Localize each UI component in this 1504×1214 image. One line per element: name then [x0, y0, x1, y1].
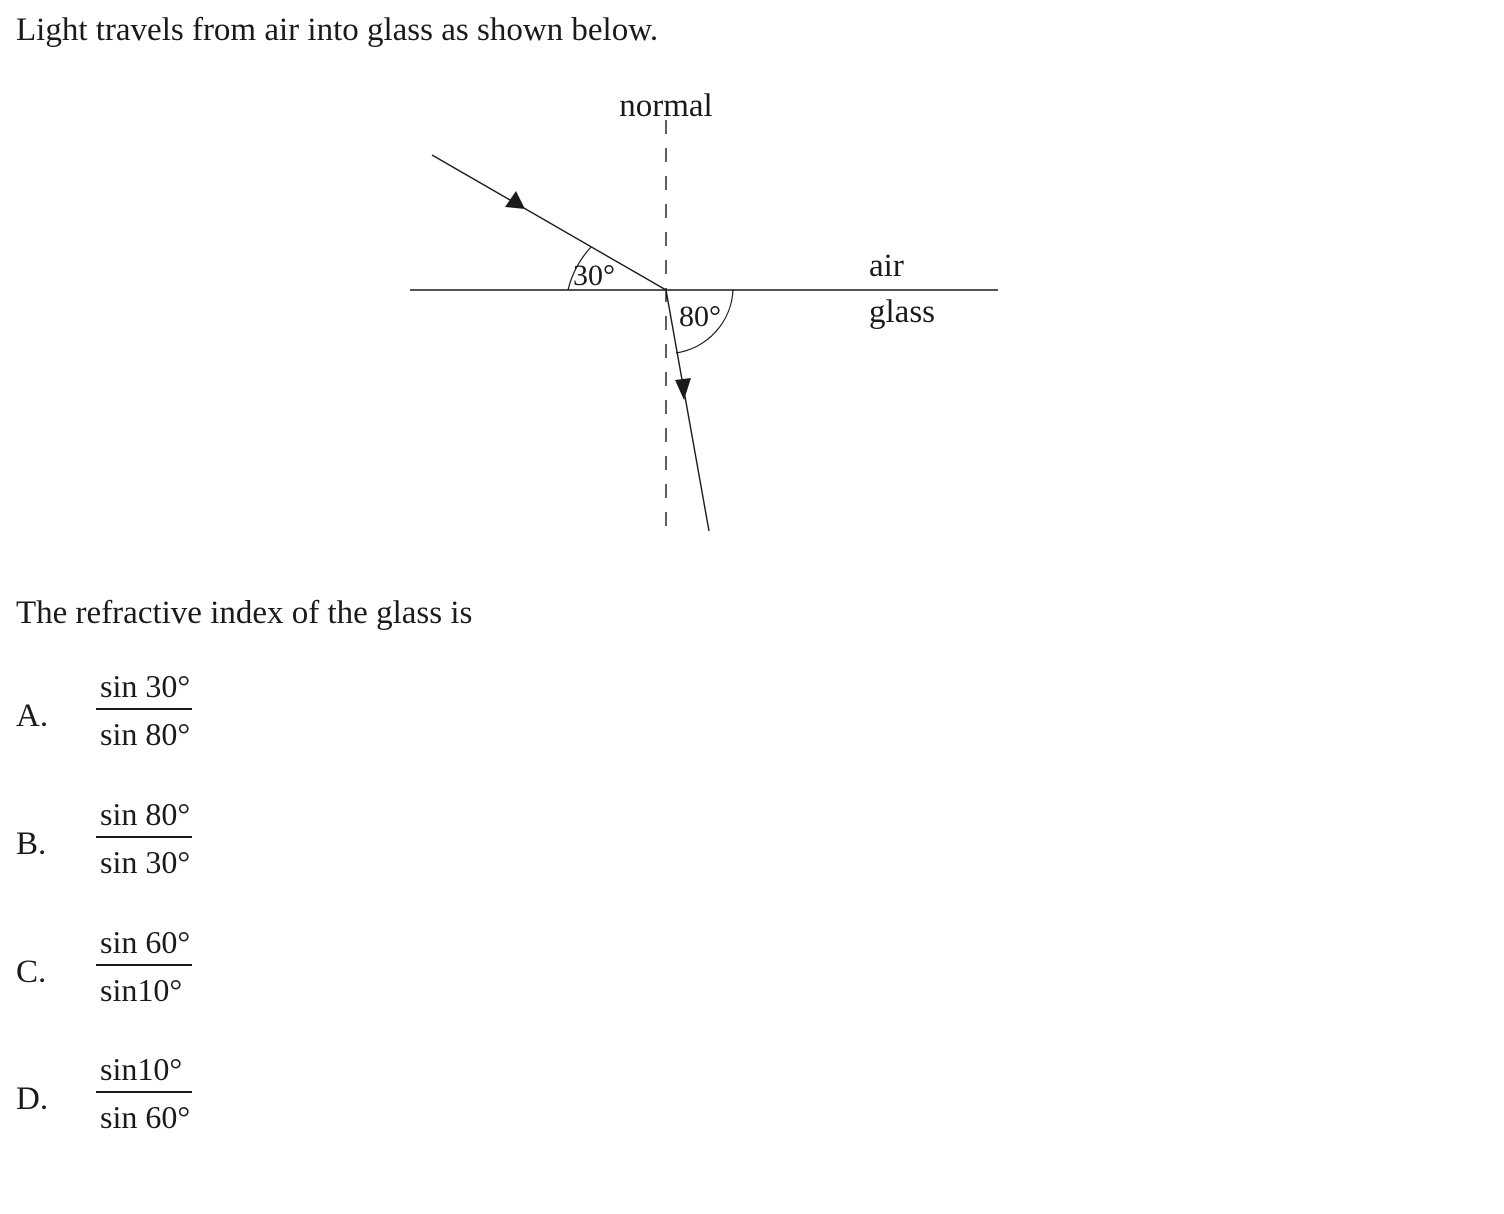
- fraction-numerator: sin 60°: [100, 924, 191, 960]
- option-b[interactable]: [0, 798, 300, 898]
- fraction-denominator: sin10°: [100, 972, 183, 1008]
- incident-ray: [432, 155, 666, 290]
- fraction-numerator: sin 30°: [100, 668, 191, 704]
- medium-air-label: air: [869, 248, 904, 284]
- question-intro: Light travels from air into glass as shown below.: [16, 12, 659, 48]
- refraction-diagram: [0, 0, 1504, 560]
- fraction-denominator: sin 80°: [100, 716, 191, 752]
- question-prompt: The refractive index of the glass is: [16, 595, 473, 631]
- option-d[interactable]: [0, 1053, 300, 1153]
- fraction-bar: [96, 836, 192, 838]
- incident-ray-arrowhead: [505, 191, 525, 209]
- fraction-bar: [96, 964, 192, 966]
- fraction: [96, 926, 192, 1026]
- fraction-bar: [96, 1091, 192, 1093]
- fraction: [96, 1053, 192, 1153]
- fraction-denominator: sin 30°: [100, 844, 191, 880]
- option-c[interactable]: [0, 926, 300, 1026]
- normal-label: normal: [619, 88, 713, 124]
- fraction-numerator: sin10°: [100, 1051, 183, 1087]
- medium-glass-label: glass: [869, 294, 935, 330]
- fraction-denominator: sin 60°: [100, 1099, 191, 1135]
- option-letter: A.: [16, 698, 49, 734]
- fraction: [96, 798, 192, 898]
- option-letter: C.: [16, 954, 47, 990]
- refracted-angle-label: 80°: [679, 300, 721, 333]
- fraction-bar: [96, 708, 192, 710]
- fraction: [96, 670, 192, 770]
- option-letter: B.: [16, 826, 47, 862]
- refracted-ray-arrowhead: [675, 378, 691, 400]
- option-letter: D.: [16, 1081, 49, 1117]
- fraction-numerator: sin 80°: [100, 796, 191, 832]
- incident-angle-label: 30°: [573, 259, 615, 292]
- option-a[interactable]: [0, 670, 300, 770]
